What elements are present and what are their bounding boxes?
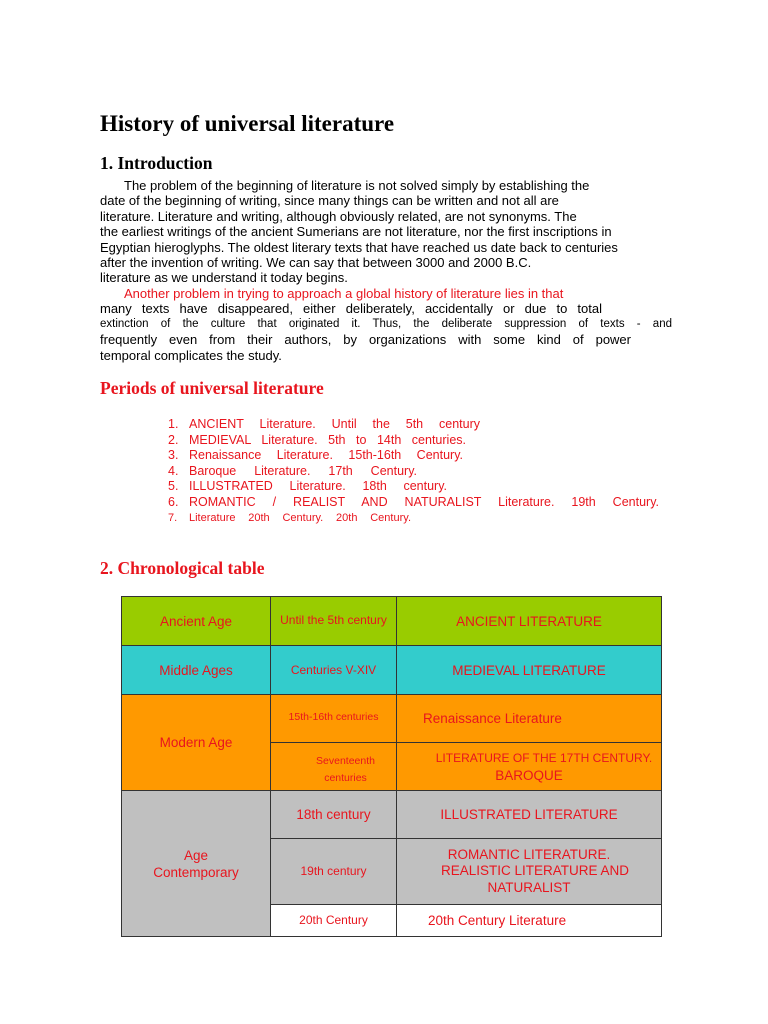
literature-label: MEDIEVAL LITERATURE <box>452 662 606 678</box>
age-label: Ancient Age <box>159 613 233 629</box>
period-label: Centuries V-XIV <box>290 662 377 677</box>
period-number: 3. <box>168 448 179 463</box>
period-number: 1. <box>168 417 179 431</box>
period-cell-eighteenth <box>270 790 397 839</box>
intro-line: many texts have disappeared, either deliberately, accidentally or due to total <box>100 301 602 317</box>
period-text: Baroque Literature. 17th Century. <box>189 463 417 478</box>
period-cell-nineteenth <box>270 838 397 905</box>
age-label: Middle Ages <box>159 662 233 678</box>
intro-line: literature. Literature and writing, although obviously related, are not synonyms. The <box>100 208 577 224</box>
intro-heading: 1. Introduction <box>100 153 213 173</box>
literature-cell-twentieth <box>396 904 662 937</box>
periods-heading: Periods of universal literature <box>100 378 324 398</box>
period-item <box>168 448 659 464</box>
intro-line: frequently even from their authors, by organizations with some kind of power <box>100 332 631 348</box>
intro-line: literature as we understand it today begins. <box>100 270 348 286</box>
period-number: 5. <box>168 479 179 494</box>
intro-line: temporal complicates the study. <box>100 347 282 363</box>
period-label: Until the 5th century <box>280 613 387 627</box>
age-cell-modern <box>121 694 271 791</box>
intro-line: extinction of the culture that originated it. Thus, the deliberate suppression of texts - and <box>100 317 672 330</box>
period-text: ANCIENT Literature. Until the 5th century <box>189 417 480 431</box>
period-item <box>168 479 659 495</box>
document-title: History of universal literature <box>100 111 395 136</box>
chronology-table <box>121 596 662 937</box>
intro-line: after the invention of writing. We can say that between 3000 and 2000 B.C. <box>100 254 532 270</box>
period-number: 6. <box>168 494 179 509</box>
period-label: 15th-16th centuries <box>288 711 379 723</box>
age-label: Age <box>183 847 209 863</box>
age-cell-contemporary <box>121 790 271 937</box>
period-cell-ancient <box>270 596 397 646</box>
literature-cell-romantic <box>396 838 662 905</box>
period-label: 18th century <box>296 807 371 822</box>
period-text: MEDIEVAL Literature. 5th to 14th centuries. <box>189 432 466 447</box>
period-cell-twentieth <box>270 904 397 937</box>
intro-line: Egyptian hieroglyphs. The oldest literary texts that have reached us date back to centuries <box>100 239 618 255</box>
periods-list <box>168 417 659 526</box>
literature-label: BAROQUE <box>495 767 563 783</box>
literature-label: ROMANTIC LITERATURE. <box>447 846 611 862</box>
literature-label: Renaissance Literature <box>423 711 562 726</box>
literature-label: 20th Century Literature <box>428 913 567 928</box>
intro-paragraph-1 <box>100 178 672 286</box>
period-label: 19th century <box>300 864 367 878</box>
literature-label: REALISTIC LITERATURE AND <box>440 863 630 879</box>
period-item <box>168 417 659 433</box>
literature-cell-ancient <box>396 596 662 646</box>
period-number: 4. <box>168 463 179 478</box>
intro-line: the earliest writings of the ancient Sumerians are not literature, nor the first inscriptions in <box>100 224 612 240</box>
literature-cell-medieval <box>396 645 662 695</box>
literature-cell-renaissance <box>396 694 662 743</box>
chronology-heading: 2. Chronological table <box>100 558 265 578</box>
intro-paragraph-2 <box>100 286 672 363</box>
period-cell-middle <box>270 645 397 695</box>
period-number: 7. <box>168 511 178 524</box>
period-cell-renaissance <box>270 694 397 743</box>
age-cell-ancient <box>121 596 271 646</box>
literature-label: NATURALIST <box>487 879 571 895</box>
period-label: 20th Century <box>299 913 368 927</box>
age-label: Modern Age <box>159 735 233 750</box>
intro-line: date of the beginning of writing, since many things can be written and not all are <box>100 193 559 209</box>
literature-label: LITERATURE OF THE 17TH CENTURY. <box>435 750 653 765</box>
literature-cell-illustrated <box>396 790 662 839</box>
age-label: Contemporary <box>153 864 239 880</box>
period-item <box>168 433 659 449</box>
period-item <box>168 464 659 480</box>
period-item <box>168 511 659 527</box>
intro-line: Another problem in trying to approach a global history of literature lies in that <box>124 286 564 301</box>
period-text: Renaissance Literature. 15th-16th Century. <box>189 448 463 463</box>
period-label: Seventeenth centuries <box>316 754 375 784</box>
age-cell-middle <box>121 645 271 695</box>
literature-label: ILLUSTRATED LITERATURE <box>440 807 618 822</box>
literature-cell-baroque <box>396 742 662 791</box>
literature-label: ANCIENT LITERATURE <box>456 614 602 629</box>
period-text: Literature 20th Century. 20th Century. <box>189 511 411 524</box>
period-cell-seventeenth <box>270 742 397 791</box>
period-item <box>168 495 659 511</box>
period-number: 2. <box>168 432 179 447</box>
intro-line: The problem of the beginning of literature is not solved simply by establishing the <box>124 178 590 193</box>
period-text: ILLUSTRATED Literature. 18th century. <box>189 479 447 494</box>
period-text: ROMANTIC / REALIST AND NATURALIST Literature. 19th Century. <box>189 494 659 509</box>
